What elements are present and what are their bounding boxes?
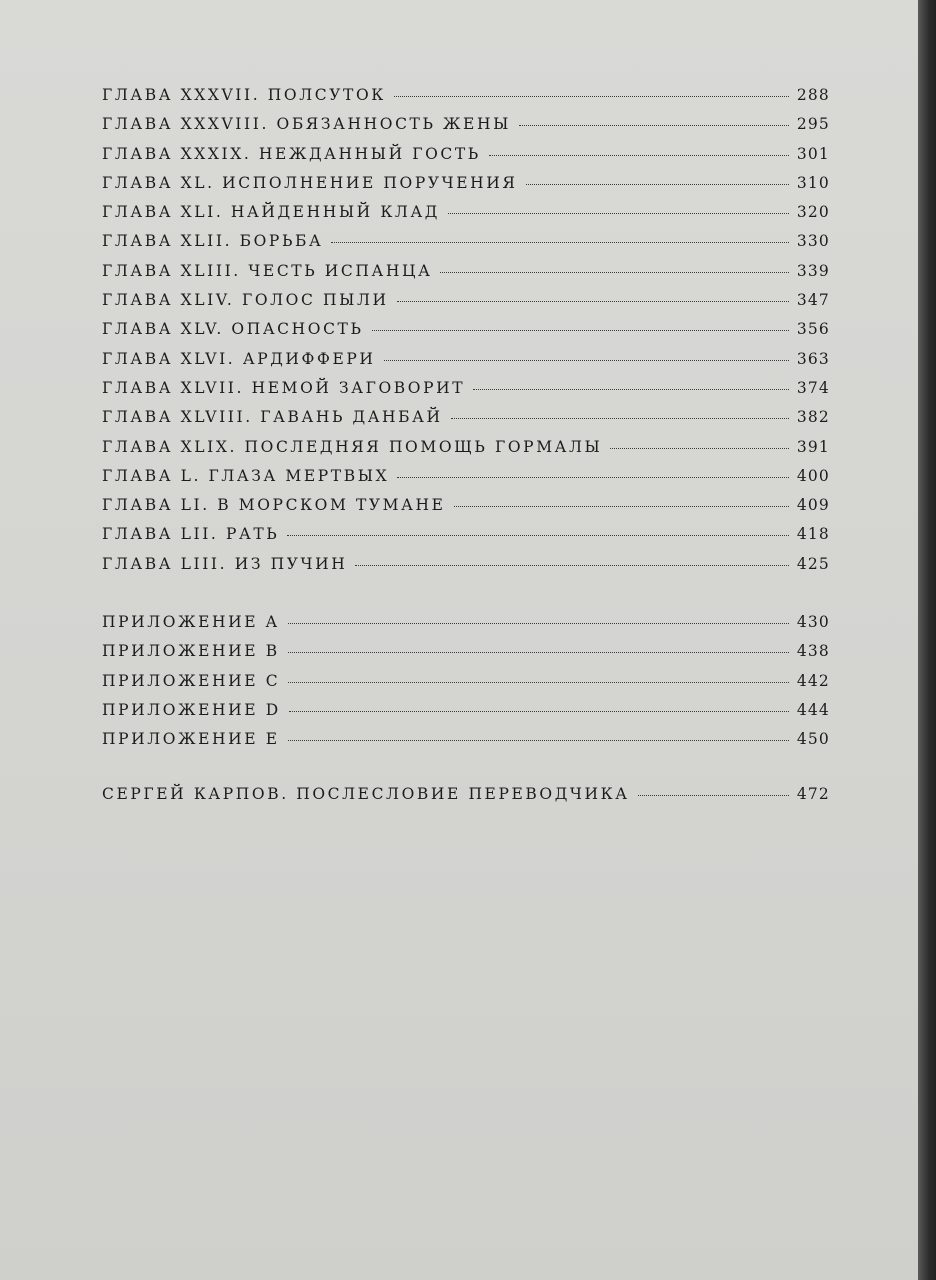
entry-title: ГЛАВА LII. РАТЬ (102, 525, 280, 544)
section-spacer (102, 760, 830, 785)
chapter-entry (102, 408, 830, 437)
chapter-entry (102, 291, 830, 320)
entry-title: ГЛАВА XLVIII. ГАВАНЬ ДАНБАЙ (102, 408, 443, 427)
entry-title: ПРИЛОЖЕНИЕ E (102, 730, 280, 749)
entry-title: ПРИЛОЖЕНИЕ C (102, 671, 281, 690)
page-edge-shadow (918, 0, 936, 1280)
entry-page-number: 301 (796, 144, 830, 163)
chapter-entry (102, 174, 830, 203)
entry-page-number: 444 (796, 700, 830, 719)
entry-title: ГЛАВА XLVII. НЕМОЙ ЗАГОВОРИТ (102, 378, 466, 397)
dot-leader (372, 330, 789, 331)
entry-page-number: 438 (796, 642, 830, 661)
dot-leader (289, 711, 789, 712)
entry-page-number: 409 (796, 496, 830, 515)
entry-page-number: 442 (796, 671, 830, 690)
chapter-entry (102, 145, 830, 174)
entry-page-number: 339 (796, 261, 830, 280)
chapter-entry (102, 555, 830, 584)
chapter-entry (102, 86, 830, 115)
table-of-contents (102, 86, 830, 814)
dot-leader (288, 652, 789, 653)
entry-page-number: 330 (796, 232, 830, 251)
entry-page-number: 418 (796, 525, 830, 544)
chapter-list (102, 86, 830, 584)
chapter-entry (102, 203, 830, 232)
dot-leader (489, 155, 789, 156)
entry-page-number: 382 (796, 408, 830, 427)
dot-leader (397, 477, 789, 478)
entry-title: ПРИЛОЖЕНИЕ D (102, 700, 281, 719)
entry-page-number: 450 (796, 730, 830, 749)
entry-title: СЕРГЕЙ КАРПОВ. ПОСЛЕСЛОВИЕ ПЕРЕВОДЧИКА (102, 784, 630, 803)
dot-leader (526, 184, 789, 185)
chapter-entry (102, 525, 830, 554)
entry-page-number: 472 (796, 784, 830, 803)
dot-leader (473, 389, 789, 390)
entry-title: ГЛАВА XLV. ОПАСНОСТЬ (102, 320, 364, 339)
entry-title: ГЛАВА XXXVIII. ОБЯЗАННОСТЬ ЖЕНЫ (102, 115, 511, 134)
appendix-entry (102, 672, 830, 701)
entry-page-number: 295 (796, 115, 830, 134)
afterword-entry (102, 785, 830, 814)
dot-leader (331, 242, 788, 243)
chapter-entry (102, 467, 830, 496)
entry-title: ГЛАВА L. ГЛАЗА МЕРТВЫХ (102, 466, 390, 485)
dot-leader (384, 360, 789, 361)
entry-title: ГЛАВА XLVI. АРДИФФЕРИ (102, 349, 376, 368)
entry-title: ГЛАВА LI. В МОРСКОМ ТУМАНЕ (102, 496, 446, 515)
dot-leader (397, 301, 789, 302)
entry-title: ГЛАВА XXXIX. НЕЖДАННЫЙ ГОСТЬ (102, 144, 481, 163)
dot-leader (519, 125, 789, 126)
dot-leader (288, 682, 789, 683)
dot-leader (610, 448, 788, 449)
appendix-entry (102, 613, 830, 642)
section-spacer (102, 584, 830, 613)
entry-page-number: 320 (796, 203, 830, 222)
entry-title: ГЛАВА XLIV. ГОЛОС ПЫЛИ (102, 291, 389, 310)
chapter-entry (102, 262, 830, 291)
entry-title: ГЛАВА XLI. НАЙДЕННЫЙ КЛАД (102, 203, 440, 222)
entry-page-number: 356 (796, 320, 830, 339)
entry-page-number: 363 (796, 349, 830, 368)
chapter-entry (102, 496, 830, 525)
entry-title: ГЛАВА XLIII. ЧЕСТЬ ИСПАНЦА (102, 261, 433, 280)
entry-page-number: 425 (796, 554, 830, 573)
dot-leader (638, 795, 789, 796)
dot-leader (451, 418, 789, 419)
chapter-entry (102, 232, 830, 261)
appendix-entry (102, 701, 830, 730)
dot-leader (355, 565, 788, 566)
appendix-list (102, 613, 830, 759)
chapter-entry (102, 115, 830, 144)
chapter-entry (102, 350, 830, 379)
dot-leader (448, 213, 789, 214)
entry-page-number: 391 (796, 437, 830, 456)
appendix-entry (102, 642, 830, 671)
entry-title: ПРИЛОЖЕНИЕ A (102, 613, 280, 632)
dot-leader (288, 740, 789, 741)
dot-leader (394, 96, 789, 97)
entry-page-number: 374 (796, 378, 830, 397)
entry-title: ГЛАВА XXXVII. ПОЛСУТОК (102, 86, 386, 104)
entry-page-number: 347 (796, 291, 830, 310)
dot-leader (288, 623, 789, 624)
chapter-entry (102, 320, 830, 349)
chapter-entry (102, 379, 830, 408)
dot-leader (454, 506, 789, 507)
entry-title: ГЛАВА XL. ИСПОЛНЕНИЕ ПОРУЧЕНИЯ (102, 173, 518, 192)
entry-title: ПРИЛОЖЕНИЕ B (102, 642, 280, 661)
dot-leader (440, 272, 788, 273)
entry-page-number: 430 (796, 613, 830, 632)
entry-title: ГЛАВА LIII. ИЗ ПУЧИН (102, 554, 348, 573)
appendix-entry (102, 730, 830, 759)
entry-title: ГЛАВА XLIX. ПОСЛЕДНЯЯ ПОМОЩЬ ГОРМАЛЫ (102, 437, 603, 456)
chapter-entry (102, 438, 830, 467)
entry-page-number: 310 (796, 173, 830, 192)
dot-leader (287, 535, 788, 536)
entry-title: ГЛАВА XLII. БОРЬБА (102, 232, 324, 251)
entry-page-number: 288 (796, 86, 830, 104)
entry-page-number: 400 (796, 466, 830, 485)
